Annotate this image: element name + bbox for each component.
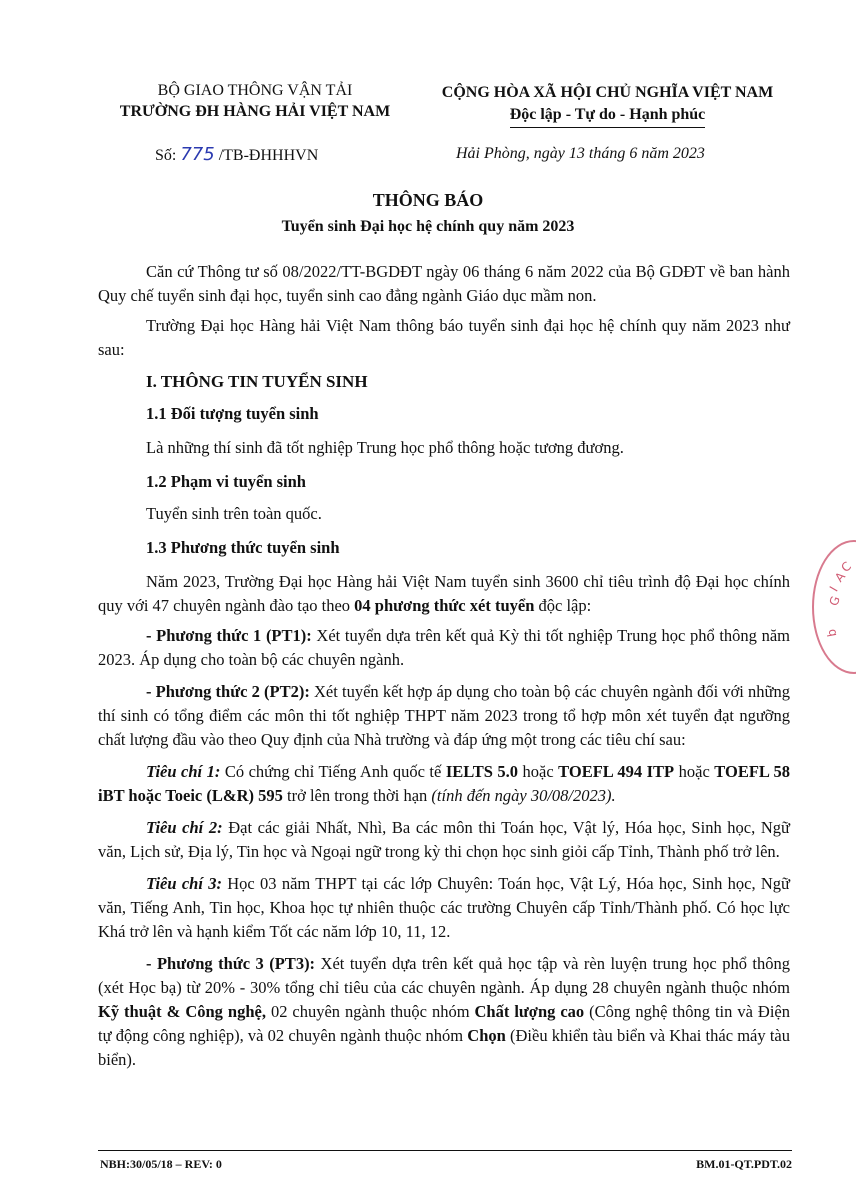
document-title: THÔNG BÁO xyxy=(372,190,484,210)
method-3 xyxy=(98,952,790,1072)
paragraph-text: Là những thí sinh đã tốt nghiệp Trung học phổ thông hoặc tương đương. xyxy=(146,438,624,457)
document-number xyxy=(155,144,318,165)
paragraph-legal-basis: Căn cứ Thông tư số 08/2022/TT-BGDĐT ngày 06 tháng 6 năm 2022 của Bộ GDĐT về ban hành Quy chế tuyển sinh đại học, tuyển sinh cao đẳng ngành Giáo dục mầm non. xyxy=(98,262,790,305)
stamp-letter: I xyxy=(826,583,841,595)
emphasis-text: TOEFL 494 ITP xyxy=(558,762,675,781)
paragraph-methods-intro xyxy=(98,570,790,618)
method-label: - Phương thức 3 (PT3): xyxy=(146,954,316,973)
stamp-letter: C xyxy=(838,558,854,576)
text-run: trở lên trong thời hạn xyxy=(282,786,432,805)
issue-date: Hải Phòng, ngày 13 tháng 6 năm 2023 xyxy=(456,145,705,162)
emphasis-text: 04 phương thức xét tuyển xyxy=(354,596,535,615)
method-label: - Phương thức 1 (PT1): xyxy=(146,626,312,645)
emphasis-text: IELTS 5.0 xyxy=(445,762,519,781)
stamp-letter: A xyxy=(832,569,849,585)
text-run: Học 03 năm THPT tại các lớp Chuyên: Toán học, Vật Lý, Hóa học, Sinh học, Ngữ văn, Tiếng Anh, Tin học, Khoa học tự nhiên thuộc các trường Chuyên cấp Tỉnh/Thành phố. Có học lực Khá trở lên và hạnh kiểm Tốt các năm lớp 10, 11, 12. xyxy=(98,874,790,941)
country-name: CỘNG HÒA XÃ HỘI CHỦ NGHĨA VIỆT NAM xyxy=(441,84,774,101)
method-1 xyxy=(98,624,790,672)
text-run: Xét tuyển dựa trên kết quả học tập và rèn luyện trung học phổ thông (xét Học bạ) từ 20% - 30% tổng chỉ tiêu của các chuyên ngành. Áp dụng 28 chuyên ngành thuộc nhóm xyxy=(98,954,790,997)
section-heading: I. THÔNG TIN TUYỂN SINH xyxy=(146,372,368,391)
criterion-label: Tiêu chí 2: xyxy=(146,818,223,837)
criterion-3 xyxy=(98,872,790,944)
paragraph-text: Tuyển sinh trên toàn quốc. xyxy=(146,504,322,523)
national-motto-block xyxy=(410,82,805,128)
ministry-name: BỘ GIAO THÔNG VẬN TẢI xyxy=(157,82,353,99)
emphasis-text: Kỹ thuật & Công nghệ, xyxy=(98,1002,266,1021)
text-run: Xét tuyển kết hợp áp dụng cho toàn bộ các chuyên ngành đối với những thí sinh có tổng điểm các môn thi tốt nghiệp THPT năm 2023 trong tổ hợp môn xét tuyển đạt ngưỡng chất lượng đầu vào theo Quy định của Nhà trường và đáp ứng một trong các tiêu chí sau: xyxy=(98,682,790,749)
criterion-2 xyxy=(98,816,790,864)
text-run: (Công nghệ thông tin và Điện tự động công nghiệp), và 02 chuyên ngành thuộc nhóm xyxy=(98,1002,790,1045)
text-run: Xét tuyển dựa trên kết quả Kỳ thi tốt nghiệp Trung học phổ thông năm 2023. Áp dụng cho toàn bộ các chuyên ngành. xyxy=(98,626,790,669)
text-run: Năm 2023, Trường Đại học Hàng hải Việt Nam tuyển sinh 3600 chỉ tiêu trình độ Đại học chính quy với 47 chuyên ngành đào tạo theo xyxy=(98,572,790,615)
issuer-block xyxy=(100,80,410,122)
emphasis-text: Chọn xyxy=(467,1026,506,1045)
text-run: Đạt các giải Nhất, Nhì, Ba các môn thi Toán học, Vật lý, Hóa học, Sinh học, Ngữ văn, Lịch sử, Địa lý, Tin học và Ngoại ngữ trong kỳ thi chọn học sinh giỏi cấp Tỉnh, Thành phố trở lên. xyxy=(98,818,790,861)
footer-revision: NBH:30/05/18 – REV: 0 xyxy=(100,1157,222,1171)
text-run: (Điều khiển tàu biển và Khai thác máy tàu biển). xyxy=(98,1026,790,1069)
text-run: độc lập: xyxy=(534,596,592,615)
stamp-letter: G xyxy=(826,594,843,608)
method-label: - Phương thức 2 (PT2): xyxy=(146,682,310,701)
stamp-letter: b xyxy=(824,628,840,638)
criterion-1 xyxy=(98,760,790,808)
subsection-heading: 1.3 Phương thức tuyển sinh xyxy=(146,538,340,557)
subsection-heading: 1.1 Đối tượng tuyển sinh xyxy=(146,404,319,423)
motto: Độc lập - Tự do - Hạnh phúc xyxy=(510,104,706,128)
criterion-label: Tiêu chí 1: xyxy=(146,762,221,781)
method-2 xyxy=(98,680,790,752)
paragraph-announcement: Trường Đại học Hàng hải Việt Nam thông báo tuyển sinh đại học hệ chính quy năm 2023 như sau: xyxy=(98,316,790,359)
text-run: Có chứng chỉ Tiếng Anh quốc tế xyxy=(220,762,446,781)
doc-number-prefix: Số: xyxy=(155,147,177,164)
document-subtitle: Tuyển sinh Đại học hệ chính quy năm 2023 xyxy=(281,218,575,235)
official-seal-stamp xyxy=(812,540,856,674)
italic-text: (tính đến ngày 30/08/2023). xyxy=(431,786,616,805)
university-name: TRƯỜNG ĐH HÀNG HẢI VIỆT NAM xyxy=(119,103,391,120)
footer-divider xyxy=(98,1150,792,1151)
doc-number-suffix: /TB-ĐHHHVN xyxy=(218,147,319,164)
text-run: hoặc xyxy=(518,762,559,781)
footer-form-code: BM.01-QT.PDT.02 xyxy=(696,1157,792,1171)
text-run: 02 chuyên ngành thuộc nhóm xyxy=(265,1002,475,1021)
emphasis-text: Chất lượng cao xyxy=(474,1002,585,1021)
subsection-heading: 1.2 Phạm vi tuyển sinh xyxy=(146,472,306,491)
criterion-label: Tiêu chí 3: xyxy=(146,874,222,893)
document-body xyxy=(98,260,790,1072)
handwritten-number: 775 xyxy=(180,144,215,165)
text-run: hoặc xyxy=(674,762,715,781)
emphasis-text: TOEFL 58 iBT hoặc Toeic (L&R) 595 xyxy=(98,762,790,805)
